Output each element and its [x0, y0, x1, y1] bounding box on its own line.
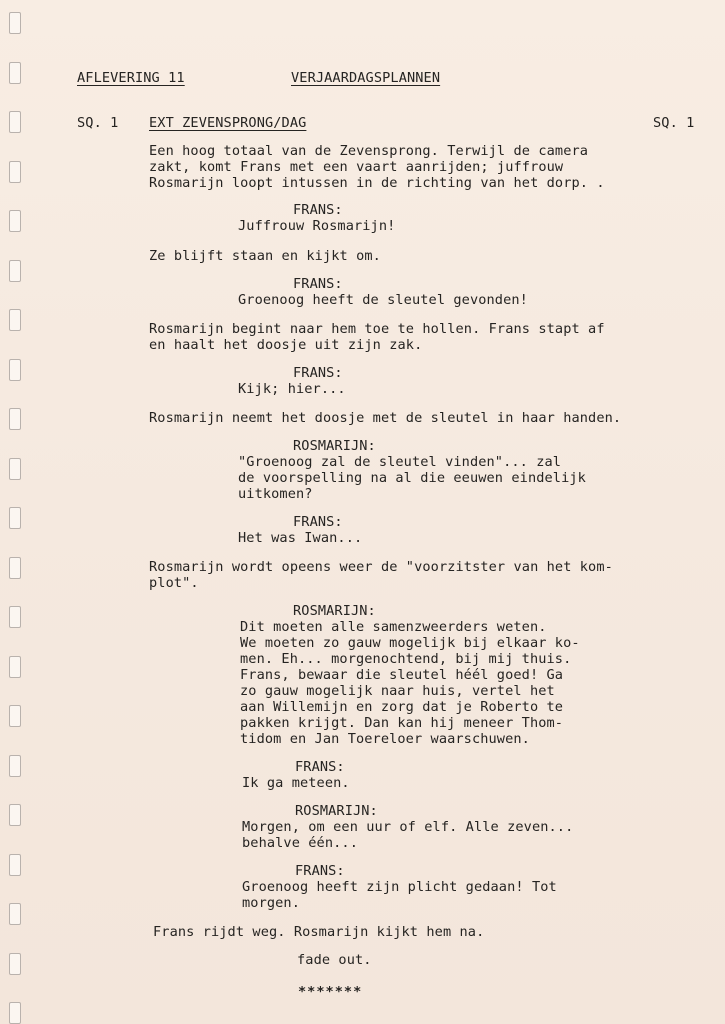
binding-hole [9, 705, 21, 727]
script-line: FRANS: [293, 276, 343, 292]
script-line: Rosmarijn wordt opeens weer de "voorzitster van het kom- [149, 559, 613, 575]
script-line: men. Eh... morgenochtend, bij mij thuis. [240, 651, 572, 667]
script-line: morgen. [242, 895, 300, 911]
script-line: Ze blijft staan en kijkt om. [149, 248, 381, 264]
script-line: FRANS: [293, 365, 343, 381]
script-line: Groenoog heeft zijn plicht gedaan! Tot [242, 879, 557, 895]
script-line: zo gauw mogelijk naar huis, vertel het [240, 683, 555, 699]
scene-number-right: SQ. 1 [653, 115, 695, 131]
episode-title: VERJAARDAGSPLANNEN [291, 70, 441, 86]
script-line: behalve één... [242, 835, 358, 851]
script-line: Dit moeten alle samenzweerders weten. [240, 619, 547, 635]
binding-hole [9, 606, 21, 628]
binding-hole [9, 12, 21, 34]
script-line: Kijk; hier... [238, 381, 346, 397]
script-line: tidom en Jan Toereloer waarschuwen. [240, 731, 530, 747]
binding-hole [9, 903, 21, 925]
script-line: Een hoog totaal van de Zevensprong. Terwijl de camera [149, 143, 589, 159]
script-line: Morgen, om een uur of elf. Alle zeven... [242, 819, 574, 835]
punched-binding-holes [9, 0, 31, 1024]
script-line: plot". [149, 575, 199, 591]
script-line: Rosmarijn loopt intussen in de richting van het dorp. . [149, 175, 605, 191]
script-line: uitkomen? [238, 486, 313, 502]
script-line: We moeten zo gauw mogelijk bij elkaar ko- [240, 635, 580, 651]
script-line: FRANS: [293, 202, 343, 218]
script-line: Ik ga meteen. [242, 775, 350, 791]
binding-hole [9, 854, 21, 876]
script-line: Frans rijdt weg. Rosmarijn kijkt hem na. [153, 924, 485, 940]
binding-hole [9, 210, 21, 232]
script-line: Groenoog heeft de sleutel gevonden! [238, 292, 528, 308]
script-line: Rosmarijn neemt het doosje met de sleutel in haar handen. [149, 410, 622, 426]
binding-hole [9, 953, 21, 975]
script-line: ROSMARIJN: [293, 603, 376, 619]
script-line: Het was Iwan... [238, 530, 363, 546]
scene-heading: EXT ZEVENSPRONG/DAG [149, 115, 307, 131]
binding-hole [9, 111, 21, 133]
script-line: ROSMARIJN: [295, 803, 378, 819]
script-line: "Groenoog zal de sleutel vinden"... zal [238, 454, 562, 470]
episode-label: AFLEVERING 11 [77, 70, 185, 86]
script-line: ROSMARIJN: [293, 438, 376, 454]
script-line: FRANS: [295, 863, 345, 879]
binding-hole [9, 359, 21, 381]
binding-hole [9, 309, 21, 331]
script-line: pakken krijgt. Dan kan hij meneer Thom- [240, 715, 564, 731]
script-line: aan Willemijn en zorg dat je Roberto te [240, 699, 564, 715]
script-line: Juffrouw Rosmarijn! [238, 218, 396, 234]
scene-number-left: SQ. 1 [77, 115, 119, 131]
script-line: Rosmarijn begint naar hem toe te hollen. Frans stapt af [149, 321, 605, 337]
binding-hole [9, 507, 21, 529]
script-line: FRANS: [293, 514, 343, 530]
script-line: zakt, komt Frans met een vaart aanrijden; juffrouw [149, 159, 564, 175]
script-line: Frans, bewaar die sleutel héél goed! Ga [240, 667, 564, 683]
script-line: FRANS: [295, 759, 345, 775]
binding-hole [9, 161, 21, 183]
binding-hole [9, 557, 21, 579]
binding-hole [9, 804, 21, 826]
binding-hole [9, 408, 21, 430]
script-line: fade out. [297, 952, 372, 968]
binding-hole [9, 656, 21, 678]
end-mark: ******* [298, 984, 363, 1000]
script-line: de voorspelling na al die eeuwen eindelijk [238, 470, 586, 486]
script-line: en haalt het doosje uit zijn zak. [149, 337, 423, 353]
binding-hole [9, 260, 21, 282]
binding-hole [9, 62, 21, 84]
binding-hole [9, 458, 21, 480]
binding-hole [9, 1002, 21, 1024]
binding-hole [9, 755, 21, 777]
